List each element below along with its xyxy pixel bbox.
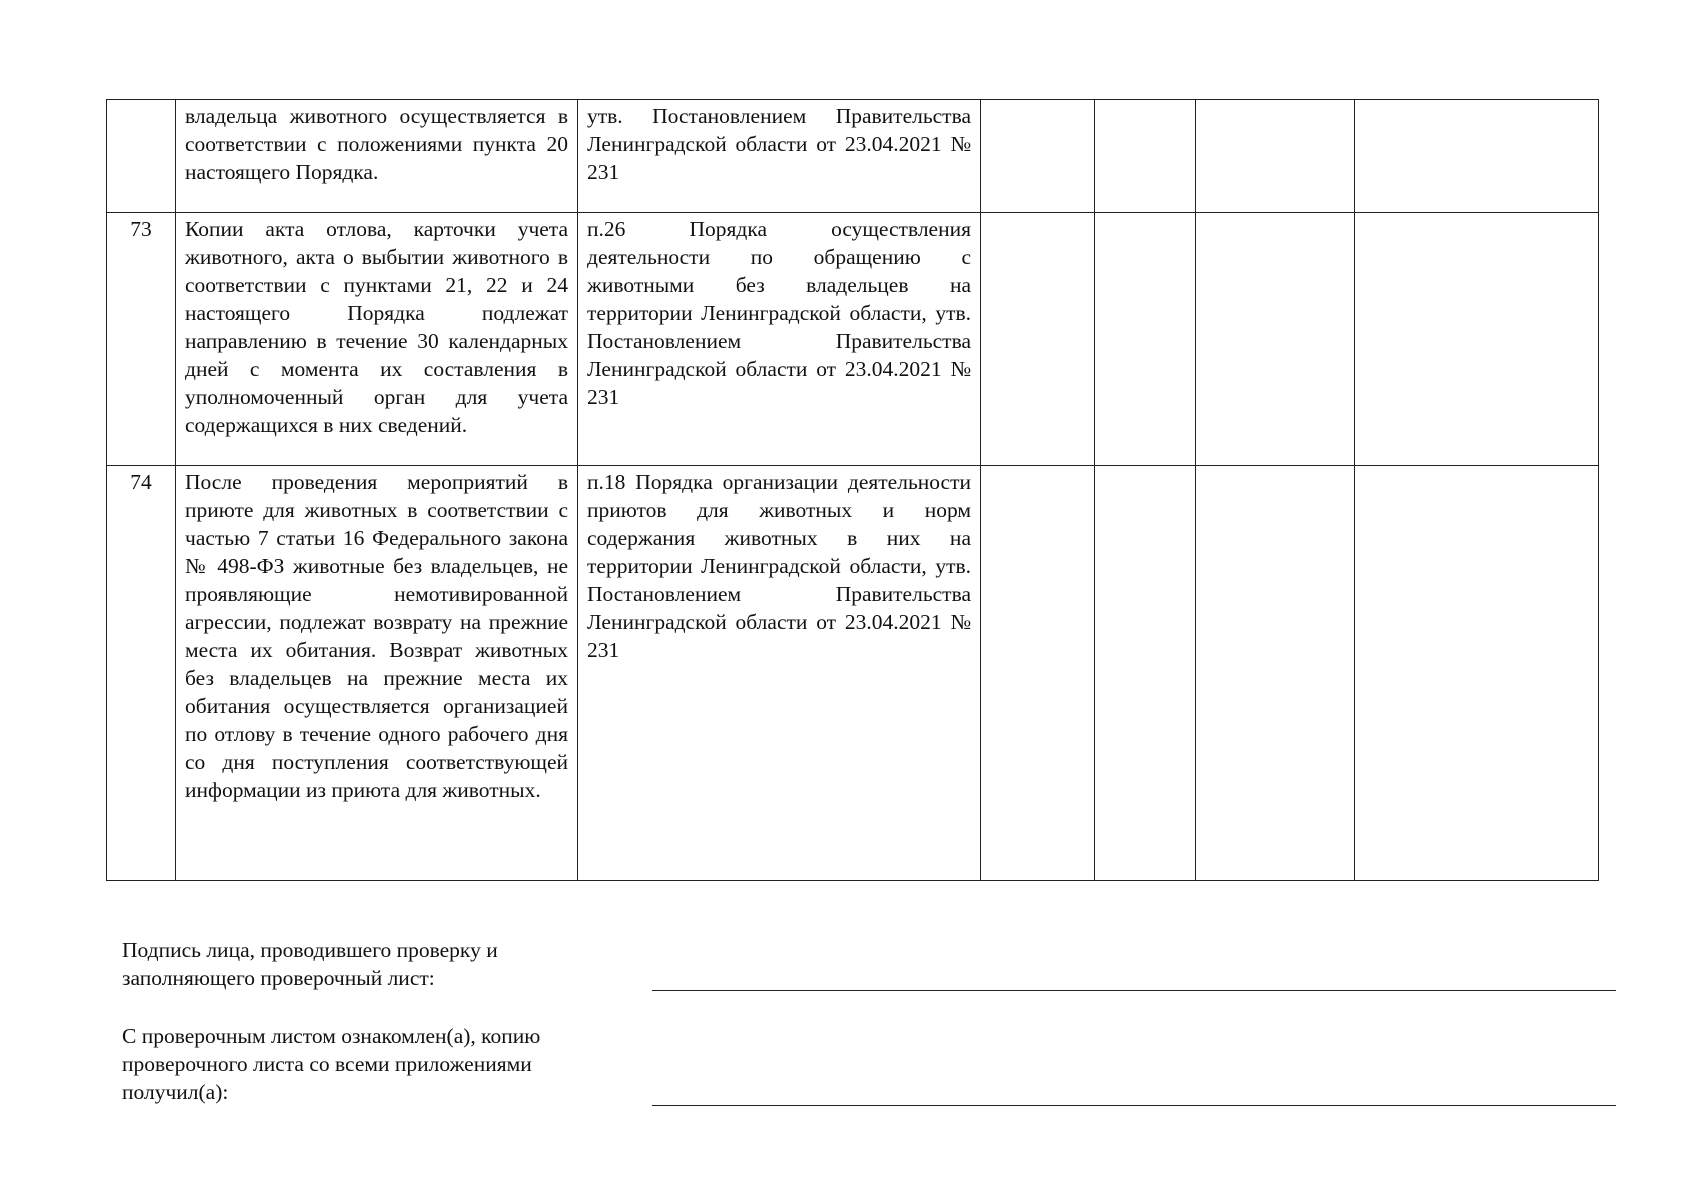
inspector-signature-block: [122, 936, 622, 992]
answer-cell-na: [1196, 213, 1355, 466]
reference-cell: утв. Постановлением Правительства Ленинградской области от 23.04.2021 № 231: [578, 100, 981, 213]
requirement-cell: Копии акта отлова, карточки учета животного, акта о выбытии животного в соответствии с пунктами 21, 22 и 24 настоящего Порядка подлежат направлению в течение 30 календарных дней с момента их составления в уполномоченный орган для учета содержащихся в них сведений.: [176, 213, 578, 466]
recipient-signature-label: С проверочным листом ознакомлен(а), копию проверочного листа со всеми приложениями получил(а):: [122, 1024, 541, 1104]
reference-cell: п.18 Порядка организации деятельности приютов для животных и норм содержания животных в них на территории Ленинградской области, утв. Постановлением Правительства Ленинградской области от 23.04.2021 № 231: [578, 466, 981, 881]
reference-cell: п.26 Порядка осуществления деятельности по обращению с животными без владельцев на территории Ленинградской области, утв. Постановлением Правительства Ленинградской области от 23.04.2021 № 231: [578, 213, 981, 466]
answer-cell-no: [1095, 100, 1196, 213]
checklist-table: [106, 99, 1599, 881]
answer-cell-yes: [981, 100, 1095, 213]
recipient-signature-block: [122, 1022, 622, 1106]
answer-cell-no: [1095, 213, 1196, 466]
row-number: 74: [107, 466, 176, 881]
row-number: [107, 100, 176, 213]
answer-cell-yes: [981, 466, 1095, 881]
note-cell: [1355, 100, 1599, 213]
inspector-signature-label: Подпись лица, проводившего проверку и заполняющего проверочный лист:: [122, 938, 498, 990]
recipient-signature-line: [652, 1105, 1616, 1106]
note-cell: [1355, 213, 1599, 466]
answer-cell-na: [1196, 466, 1355, 881]
table-row: [107, 466, 1599, 881]
requirement-cell: владельца животного осуществляется в соответствии с положениями пункта 20 настоящего Порядка.: [176, 100, 578, 213]
answer-cell-no: [1095, 466, 1196, 881]
table-row: [107, 213, 1599, 466]
table-row: [107, 100, 1599, 213]
row-number: 73: [107, 213, 176, 466]
requirement-cell: После проведения мероприятий в приюте для животных в соответствии с частью 7 статьи 16 Федерального закона № 498-ФЗ животные без владельцев, не проявляющие немотивированной агрессии, подлежат возврату на прежние места их обитания. Возврат животных без владельцев на прежние места их обитания осуществляется организацией по отлову в течение одного рабочего дня со дня поступления соответствующей информации из приюта для животных.: [176, 466, 578, 881]
answer-cell-yes: [981, 213, 1095, 466]
inspector-signature-line: [652, 990, 1616, 991]
note-cell: [1355, 466, 1599, 881]
answer-cell-na: [1196, 100, 1355, 213]
